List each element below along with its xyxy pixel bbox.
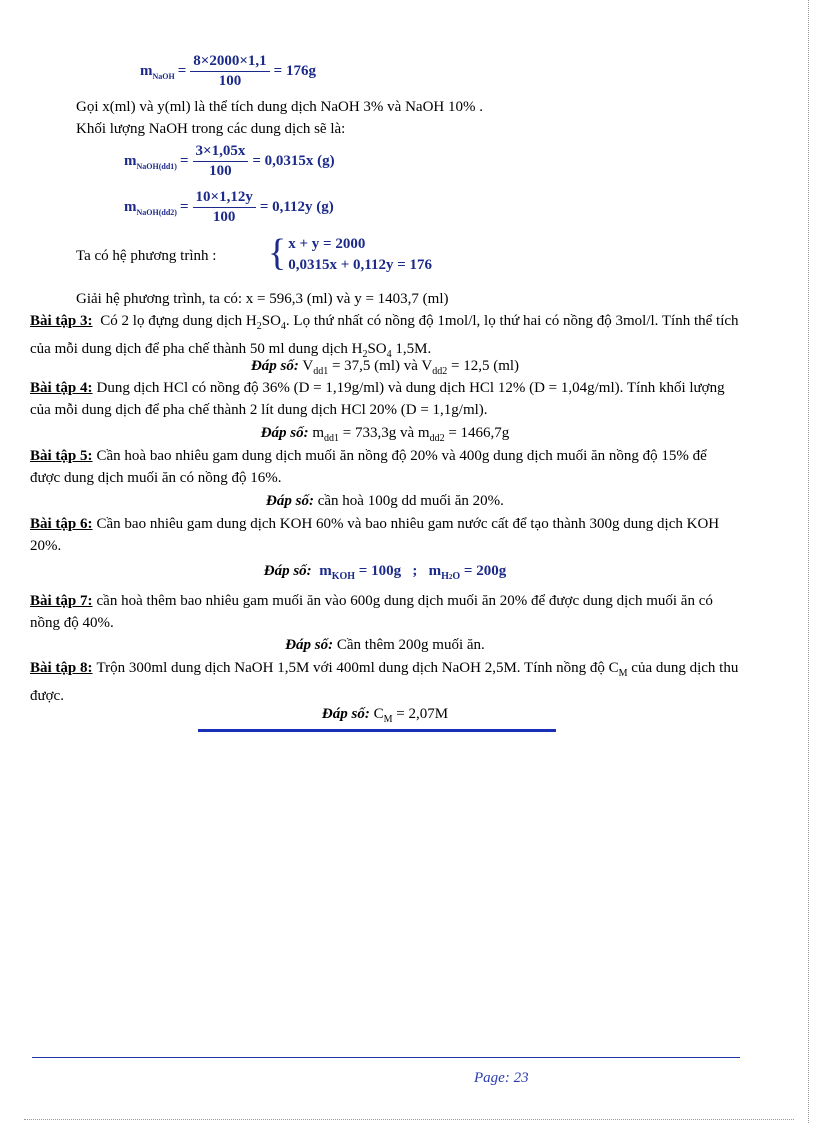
exercise-7-title: Bài tập 7:	[30, 593, 93, 609]
system-eq2: 0,0315x + 0,112y = 176	[288, 257, 433, 273]
formula-m-dd2: m NaOH(dd2) = $\frac{10\times 1,12y}{100}$ = 0,112y (g)	[124, 189, 334, 225]
exercise-8: Bài tập 8: Trộn 300ml dung dịch NaOH 1,5M với 400ml dung dịch NaOH 2,5M. Tính nồng độ $C_M$ của dung dịch thu được.	[30, 660, 739, 704]
exercise-5-answer: Đáp số: cần hoà 100g dd muối ăn 20%.	[266, 493, 504, 509]
equation-system	[268, 234, 432, 276]
exercise-6-answer: Đáp số: $m_{KOH} = 100g$ ; $m_{H2O} = 200g$	[263, 563, 507, 582]
exercise-5-title: Bài tập 5:	[30, 448, 93, 464]
exercise-4-answer: Đáp số: $m_{dd1} = 733,3g$ và $m_{dd2} = 1466,7g$	[260, 425, 510, 444]
exercise-6: Bài tập 6: Cần bao nhiêu gam dung dịch KOH 60% và bao nhiêu gam nước cất để tạo thành 300g dung dịch KOH 20%.	[30, 516, 720, 554]
exercise-3-answer: Đáp số: $V_{dd1} = 37,5$ (ml) và $V_{dd2} = 12,5$ (ml)	[250, 358, 520, 377]
page-right-dotted-line	[808, 0, 809, 1123]
text-gia-su: Gọi x(ml) và y(ml) là thể tích dung dịch NaOH 3% và NaOH 10% .	[76, 99, 483, 115]
footer-line	[32, 1057, 740, 1058]
exercise-8-answer: Đáp số: $C_M = 2,07M$	[321, 706, 449, 725]
page-bottom-dotted-line	[24, 1119, 794, 1120]
brace-symbol: {	[268, 232, 287, 274]
text-khoi-luong: Khối lượng NaOH trong các dung dịch sẽ là:	[76, 121, 346, 137]
system-eq1: x + y = 2000	[288, 236, 366, 252]
exercise-6-title: Bài tập 6:	[30, 516, 93, 532]
exercise-7: Bài tập 7: cần hoà thêm bao nhiêu gam muối ăn vào 600g dung dịch muối ăn 20% để được dung dịch muối ăn có nồng độ 40%.	[30, 593, 713, 631]
system-label: Ta có hệ phương trình :	[76, 248, 217, 264]
formula-m-dd1: m NaOH(dd1) = $\frac{3\times 1,05x}{100}$ = 0,0315x (g)	[124, 143, 335, 179]
exercise-4: Bài tập 4: Dung dịch HCl có nồng độ 36% (D = 1,19g/ml) và dung dịch HCl 12% (D = 1,04g/ml). Tính khối lượng của mỗi dung dịch để pha chế thành 2 lít dung dịch HCl 20% (D = 1,1g/ml).	[30, 380, 725, 418]
section-end-rule	[198, 729, 556, 732]
formula-m-naoh: m NaOH = $\frac{8\times 2000\times 1,1}{100}$ = 176g	[140, 53, 316, 89]
exercise-8-title: Bài tập 8:	[30, 660, 93, 676]
exercise-7-answer: Đáp số: Cần thêm 200g muối ăn.	[285, 637, 485, 653]
exercise-5: Bài tập 5: Cần hoà bao nhiêu gam dung dịch muối ăn nồng độ 20% và 400g dung dịch muối ăn nồng độ 15% để được dung dịch muối ăn có nồng độ 16%.	[30, 448, 707, 486]
exercise-3-title: Bài tập 3:	[30, 313, 93, 329]
exercise-3: Bài tập 3: Có 2 lọ đựng dung dịch $H_2SO_4$. Lọ thứ nhất có nồng độ 1mol/l, lọ thứ hai có nồng độ 3mol/l. Tính thể tích của mỗi dung dịch để pha chế thành 50 ml dung dịch $H_2SO_4$ 1,5M.	[30, 313, 739, 360]
solution-text: Giải hệ phương trình, ta có: x = 596,3 (ml) và y = 1403,7 (ml)	[76, 291, 449, 307]
page-number: Page: 23	[474, 1070, 529, 1086]
exercise-4-title: Bài tập 4:	[30, 380, 93, 396]
